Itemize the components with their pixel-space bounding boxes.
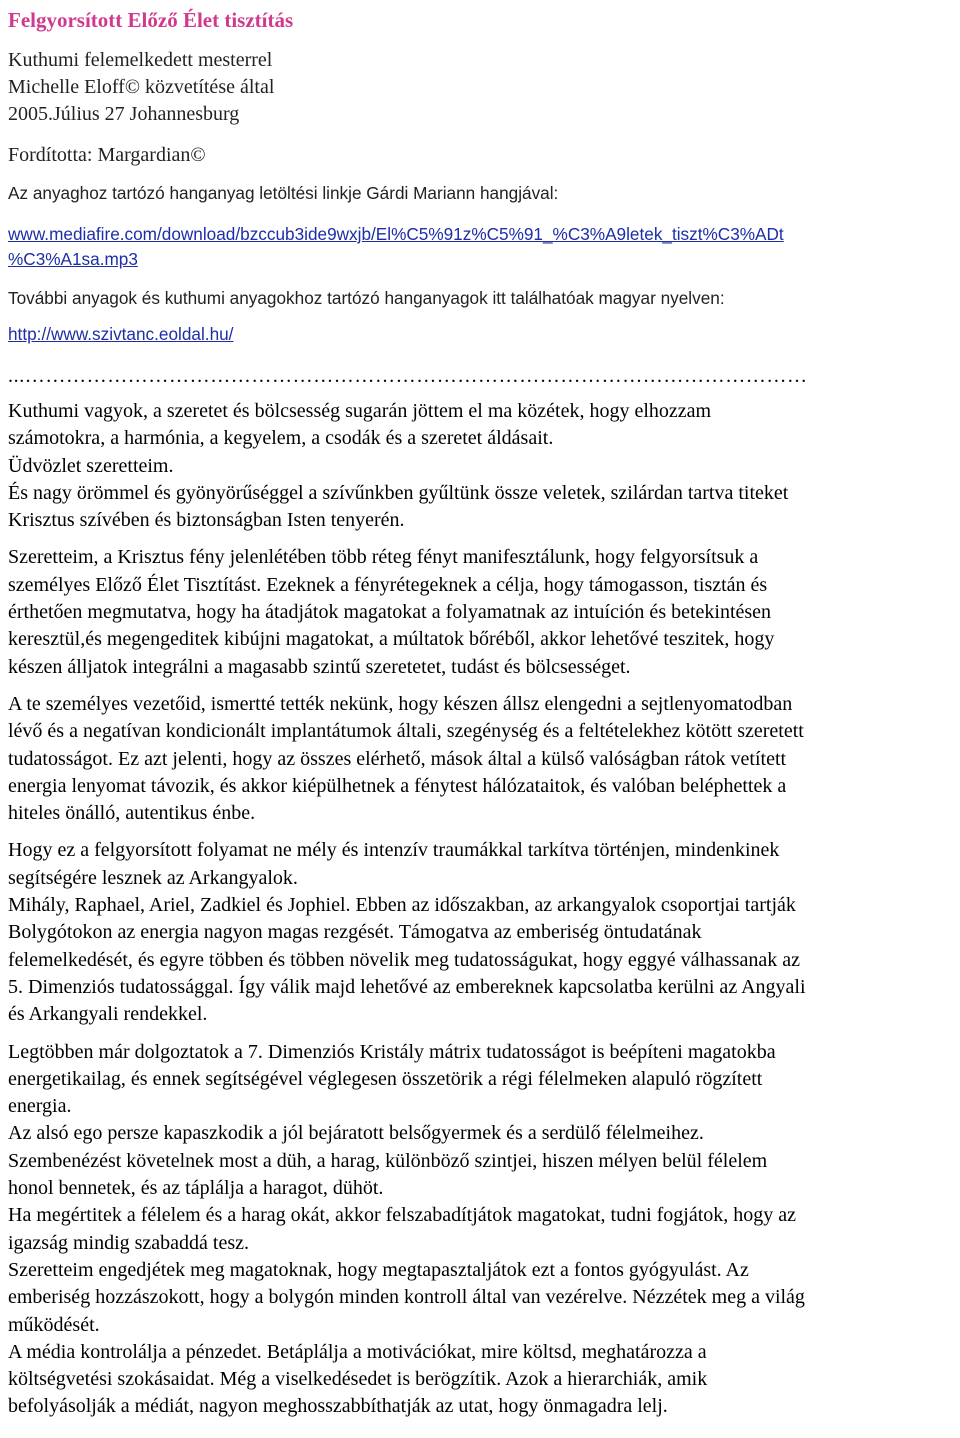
paragraph-gap	[8, 1029, 956, 1039]
body-line: emberiség hozzászokott, hogy a bolygón minden kontroll által van vezérelve. Nézzétek meg a világ	[8, 1286, 805, 1309]
dotted-separator: ...……………………………………………………………………………………………………	[8, 365, 808, 387]
body-line: És nagy örömmel és gyönyörűséggel a szívűnkben gyűltünk össze veletek, szilárdan tartva titeket	[8, 481, 789, 504]
website-link-wrapper[interactable]	[8, 322, 233, 347]
body-line: hiteles önálló, autentikus énbe.	[8, 802, 256, 825]
body-line: Szeretteim, a Krisztus fény jelenlétében több réteg fényt manifesztálunk, hogy felgyorsítsuk a	[8, 546, 759, 569]
body-line: Az alsó ego persze kapaszkodik a jól bejáratott belsőgyermek és a serdülő félelmeihez.	[8, 1122, 704, 1145]
body-line: Szembenézést követelnek most a düh, a harag, különböző szintjei, hiszen mélyen belül félelem	[8, 1149, 768, 1172]
body-line: Kuthumi vagyok, a szeretet és bölcsesség sugarán jöttem el ma közétek, hogy elhozzam	[8, 400, 712, 422]
body-line: honol bennetek, és az táplálja a haragot, dühöt.	[8, 1177, 384, 1200]
paragraph-gap	[8, 827, 956, 837]
body-line: és Arkangyali rendekkel.	[8, 1003, 208, 1026]
body-line: költségvetési szokásaidat. Még a viselkedésedet is berögzítik. Azok a hierarchiák, amik	[8, 1368, 708, 1391]
date-location-line: 2005.Július 27 Johannesburg	[8, 103, 240, 125]
body-line: Krisztus szívében és biztonságban Isten tenyerén.	[8, 509, 405, 532]
body-line: személyes Előző Élet Tisztítást. Ezeknek a fényrétegeknek a célja, hogy támogasson, tisztán és	[8, 573, 768, 596]
paragraph-gap	[8, 534, 956, 544]
body-line: 5. Dimenziós tudatossággal. Így válik majd lehetővé az embereknek kapcsolatba kerülni az Angyali	[8, 975, 806, 998]
body-line: lévő és a negatívan kondicionált implantátumok általi, szegénység és a feltételekhez kötött szeretett	[8, 720, 804, 743]
body-line: A média kontrolálja a pénzedet. Betáplálja a motivációkat, mire költsd, meghatározza a	[8, 1340, 707, 1363]
body-line: érthetően megmutatva, hogy ha átadjátok magatokat a folyamatnak az intuíción és betekintésen	[8, 601, 772, 624]
body-line: Bolygótokon az energia nagyon magas rezgését. Támogatva az emberiség öntudatának	[8, 921, 702, 944]
body-line: működését.	[8, 1313, 100, 1336]
body-line: Üdvözlet szeretteim.	[8, 454, 174, 477]
document-title: Felgyorsított Előző Élet tisztítás	[8, 8, 294, 32]
translator-line: Fordította: Margardian©	[8, 144, 206, 166]
body-line: befolyásolják a médiát, nagyon meghosszabbíthatják az utat, hogy önmagadra lelj.	[8, 1395, 668, 1418]
body-line: energia lenyomat távozik, és akkor kiépülhetnek a fénytest hálózataitok, és valóban beléphettek a	[8, 774, 787, 797]
body-line: igazság mindig szabaddá tesz.	[8, 1231, 250, 1254]
more-materials-note: További anyagok és kuthumi anyagokhoz tartózó hanganyagok itt találhatóak magyar nyelven:	[8, 288, 725, 308]
body-line: Legtöbben már dolgoztatok a 7. Dimenziós Kristály mátrix tudatosságot is beépíteni magatokba	[8, 1040, 776, 1063]
body-line: Mihály, Raphael, Ariel, Zadkiel és Jophiel. Ebben az időszakban, az arkangyalok csoportjai tartják	[8, 894, 796, 917]
body-line: Szeretteim engedjétek meg magatoknak, hogy megtapasztaljátok ezt a fontos gyógyulást. Az	[8, 1258, 749, 1281]
body-line: Ha megértitek a félelem és a harag okát, akkor felszabadítjátok magatokat, tudni fogjátok, hogy az	[8, 1204, 797, 1227]
body-line: Hogy ez a felgyorsított folyamat ne mély és intenzív traumákkal tarkítva történjen, mindenkinek	[8, 839, 780, 862]
audio-download-link[interactable]	[8, 222, 784, 272]
body-line: felemelkedését, és egyre többen és többen növelik meg tudatosságukat, hogy eggyé válhassanak az	[8, 948, 800, 971]
medium-line: Michelle Eloff© közvetítése által	[8, 76, 275, 98]
audio-note: Az anyaghoz tartózó hanganyag letöltési linkje Gárdi Mariann hangjával:	[8, 183, 559, 203]
paragraph-gap	[8, 681, 956, 691]
website-link[interactable]: http://www.szivtanc.eoldal.hu/	[8, 324, 234, 344]
body-line: keresztül,és megengeditek kibújni magatokat, a múltatok bőréből, akkor lehetővé teszitek, hogy	[8, 628, 775, 651]
body-line: tudatosságot. Ez azt jelenti, hogy az összes elérhető, mások által a külső valóságban rátok vetített	[8, 747, 787, 770]
body-line: készen álljatok integrálni a magasabb szintű szeretetet, tudást és bölcsességet.	[8, 655, 631, 678]
body-line: segítségére lesznek az Arkangyalok.	[8, 866, 298, 889]
body-line: energia.	[8, 1095, 72, 1118]
audio-link-line-2[interactable]: %C3%A1sa.mp3	[8, 249, 138, 269]
channel-line: Kuthumi felemelkedett mesterrel	[8, 49, 273, 71]
body-line: számotokra, a harmónia, a kegyelem, a csodák és a szeretet áldásait.	[8, 427, 554, 450]
body-line: energetikailag, és ennek segítségével véglegesen összetörik a régi félelmeken alapuló rögzített	[8, 1067, 763, 1090]
body-line: A te személyes vezetőid, ismertté tették nekünk, hogy készen állsz elengedni a sejtlenyomatodban	[8, 692, 793, 715]
message-body	[8, 398, 956, 1421]
audio-link-line-1[interactable]: www.mediafire.com/download/bzccub3ide9wxjb/El%C5%91z%C5%91_%C3%A9letek_tiszt%C3%ADt	[8, 224, 784, 244]
